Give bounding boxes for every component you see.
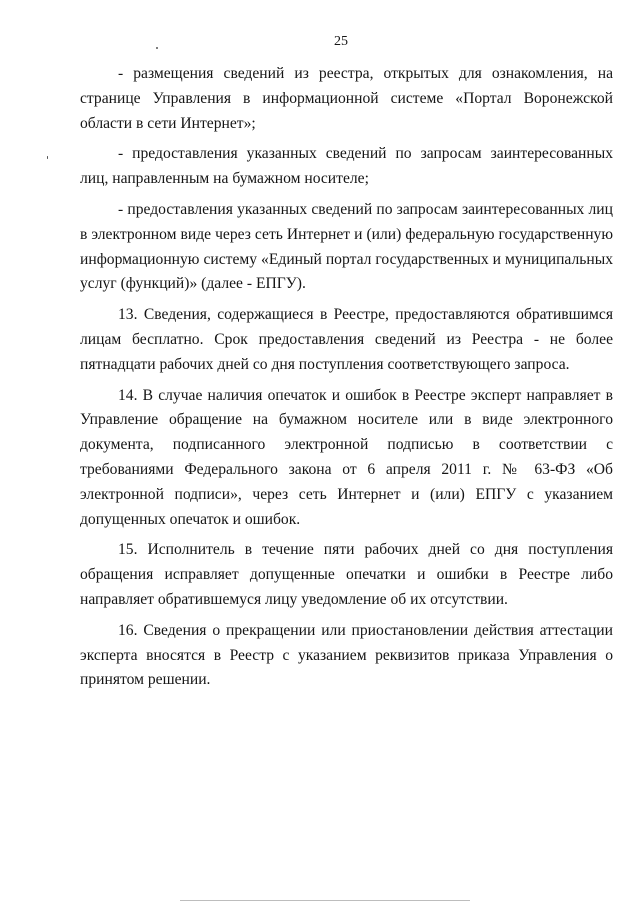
document-body [80, 62, 613, 699]
scan-speck [47, 156, 48, 159]
paragraph-16: 16. Сведения о прекращении или приостановлении действия аттестации эксперта вносятся в Реестр с указанием реквизитов приказа Управления о принятом решении. [80, 621, 613, 689]
paragraph-13: 13. Сведения, содержащиеся в Реестре, предоставляются обратившимся лицам бесплатно. Срок предоставления сведений из Реестра - не более пятнадцати рабочих дней со дня поступления соответствующего запроса. [80, 306, 613, 373]
paragraph-list-item-3: - предоставления указанных сведений по запросам заинтересованных лиц в электронном виде через сеть Интернет и (или) федеральную государственную информационную систему «Единый портал государственных и муниципальных услуг (функций)» (далее - ЕПГУ). [80, 200, 613, 293]
paragraph-14: 14. В случае наличия опечаток и ошибок в Реестре эксперт направляет в Управление обращение на бумажном носителе или в виде электронного документа, подписанного электронной подписью в соответствии с требованиями Федерального закона от 6 апреля 2011 г. № 63-ФЗ «Об электронной подписи», через сеть Интернет и (или) ЕПГУ с указанием допущенных опечаток и ошибок. [80, 386, 613, 528]
page-number: 25 [334, 34, 348, 49]
scan-speck [156, 47, 158, 49]
scan-bottom-edge [180, 900, 470, 901]
paragraph-list-item-1: - размещения сведений из реестра, открытых для ознакомления, на странице Управления в информационной системе «Портал Воронежской области в сети Интернет»; [80, 65, 613, 132]
paragraph-15: 15. Исполнитель в течение пяти рабочих дней со дня поступления обращения исправляет допущенные опечатки и ошибки в Реестре либо направляет обратившемуся лицу уведомление об их отсутствии. [80, 541, 613, 608]
paragraph-list-item-2: - предоставления указанных сведений по запросам заинтересованных лиц, направленным на бумажном носителе; [80, 145, 613, 188]
